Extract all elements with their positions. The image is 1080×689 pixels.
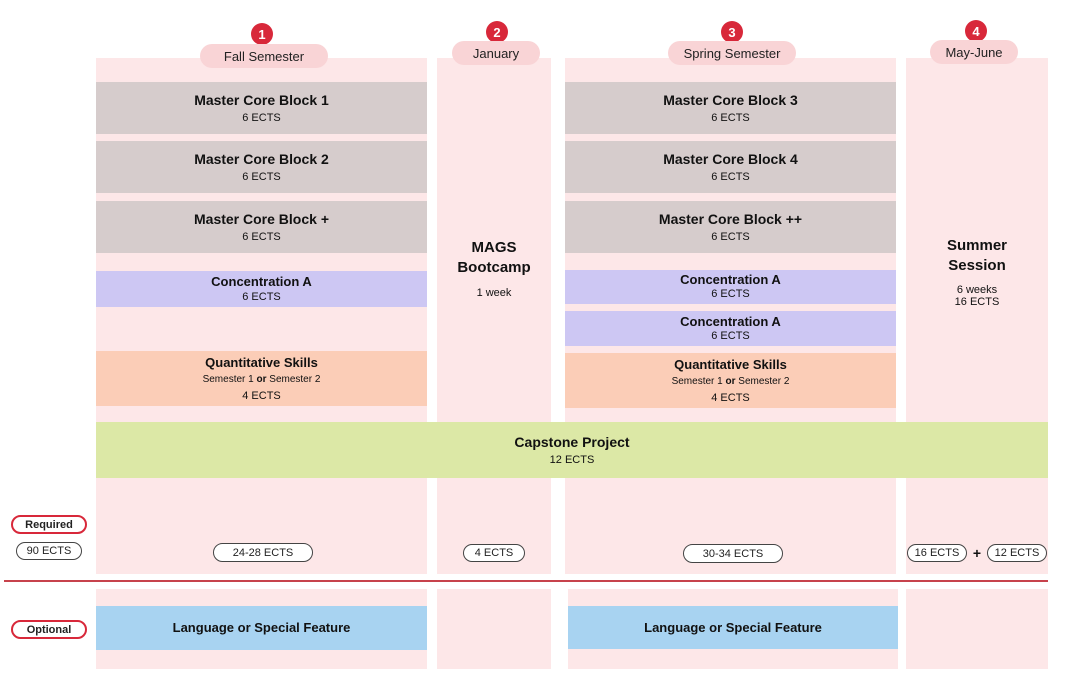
optional-block xyxy=(96,606,427,650)
capstone-total-pill: 12 ECTS xyxy=(987,544,1047,562)
term-number-badge: 2 xyxy=(486,21,508,43)
term-number-badge: 4 xyxy=(965,20,987,42)
course-title: Master Core Block ++ xyxy=(658,210,803,227)
term-number-badge: 3 xyxy=(721,21,743,43)
summer-total-pill: 16 ECTS xyxy=(907,544,967,562)
course-ects: 6 ECTS xyxy=(242,111,281,124)
optional-tag: Optional xyxy=(11,620,87,639)
bootcamp-block xyxy=(437,238,551,310)
summer-title: Session xyxy=(948,257,1006,274)
course-ects: 6 ECTS xyxy=(711,111,750,124)
required-total-pill: 90 ECTS xyxy=(16,542,82,560)
term-label-spring: Spring Semester xyxy=(668,41,796,65)
course-title: Quantitative Skills xyxy=(205,354,318,370)
course-block xyxy=(96,82,427,134)
semester-option: Semester 1 xyxy=(671,375,723,387)
course-ects: 6 ECTS xyxy=(242,230,281,243)
term-label-january: January xyxy=(452,41,540,65)
course-title: Quantitative Skills xyxy=(674,356,787,372)
concentration-block xyxy=(565,270,896,304)
january-total-pill: 4 ECTS xyxy=(463,544,525,562)
january-optional-column xyxy=(437,589,551,669)
summer-ects: 16 ECTS xyxy=(954,296,1000,308)
summer-column xyxy=(906,58,1048,574)
course-block xyxy=(96,201,427,253)
optional-block xyxy=(568,606,898,649)
term-label-may-june: May-June xyxy=(930,40,1018,64)
semester-choice xyxy=(203,373,321,386)
fall-total-pill: 24-28 ECTS xyxy=(213,543,313,562)
course-block xyxy=(96,141,427,193)
course-title: Concentration A xyxy=(680,272,781,287)
course-title: Concentration A xyxy=(680,313,781,329)
fall-column xyxy=(96,58,427,574)
course-ects: 6 ECTS xyxy=(711,230,750,243)
course-block xyxy=(565,82,896,134)
spring-total-pill: 30-34 ECTS xyxy=(683,544,783,563)
concentration-block xyxy=(565,311,896,346)
required-tag: Required xyxy=(11,515,87,534)
bootcamp-title: Bootcamp xyxy=(457,259,531,276)
january-column xyxy=(437,58,551,574)
course-ects: 6 ECTS xyxy=(242,170,281,183)
or-word: or xyxy=(256,373,267,385)
summer-duration: 6 weeks xyxy=(956,284,998,296)
or-word: or xyxy=(725,375,736,387)
quantitative-skills-block xyxy=(96,351,427,406)
quantitative-skills-block xyxy=(565,353,896,408)
course-ects: 4 ECTS xyxy=(711,391,750,404)
semester-option: Semester 2 xyxy=(269,373,321,385)
course-block xyxy=(565,201,896,253)
course-ects: 6 ECTS xyxy=(711,170,750,183)
course-title: Master Core Block 3 xyxy=(663,91,798,108)
course-title: Master Core Block 4 xyxy=(663,150,798,167)
term-label-fall: Fall Semester xyxy=(200,44,328,68)
semester-option: Semester 2 xyxy=(738,375,790,387)
section-divider xyxy=(4,580,1048,582)
capstone-project-block xyxy=(96,422,1048,478)
course-ects: 4 ECTS xyxy=(242,389,281,402)
capstone-title: Capstone Project xyxy=(514,433,630,450)
course-title: Master Core Block 1 xyxy=(194,91,329,108)
semester-option: Semester 1 xyxy=(202,373,254,385)
bootcamp-duration: 1 week xyxy=(476,287,512,299)
summer-title: Summer xyxy=(946,237,1008,254)
plus-sign: + xyxy=(972,545,982,561)
course-title: Master Core Block + xyxy=(194,210,329,227)
summer-optional-column xyxy=(906,589,1048,669)
capstone-ects: 12 ECTS xyxy=(549,453,595,466)
term-number-badge: 1 xyxy=(251,23,273,45)
optional-title: Language or Special Feature xyxy=(172,620,351,635)
semester-choice xyxy=(672,375,790,388)
course-title: Master Core Block 2 xyxy=(194,150,329,167)
concentration-block xyxy=(96,271,427,307)
course-ects: 6 ECTS xyxy=(711,329,750,342)
bootcamp-title: MAGS xyxy=(471,239,517,256)
course-title: Concentration A xyxy=(211,273,312,289)
optional-title: Language or Special Feature xyxy=(644,619,822,635)
summer-session-block xyxy=(906,236,1048,316)
course-ects: 6 ECTS xyxy=(711,288,750,300)
course-block xyxy=(565,141,896,193)
course-ects: 6 ECTS xyxy=(242,290,281,303)
